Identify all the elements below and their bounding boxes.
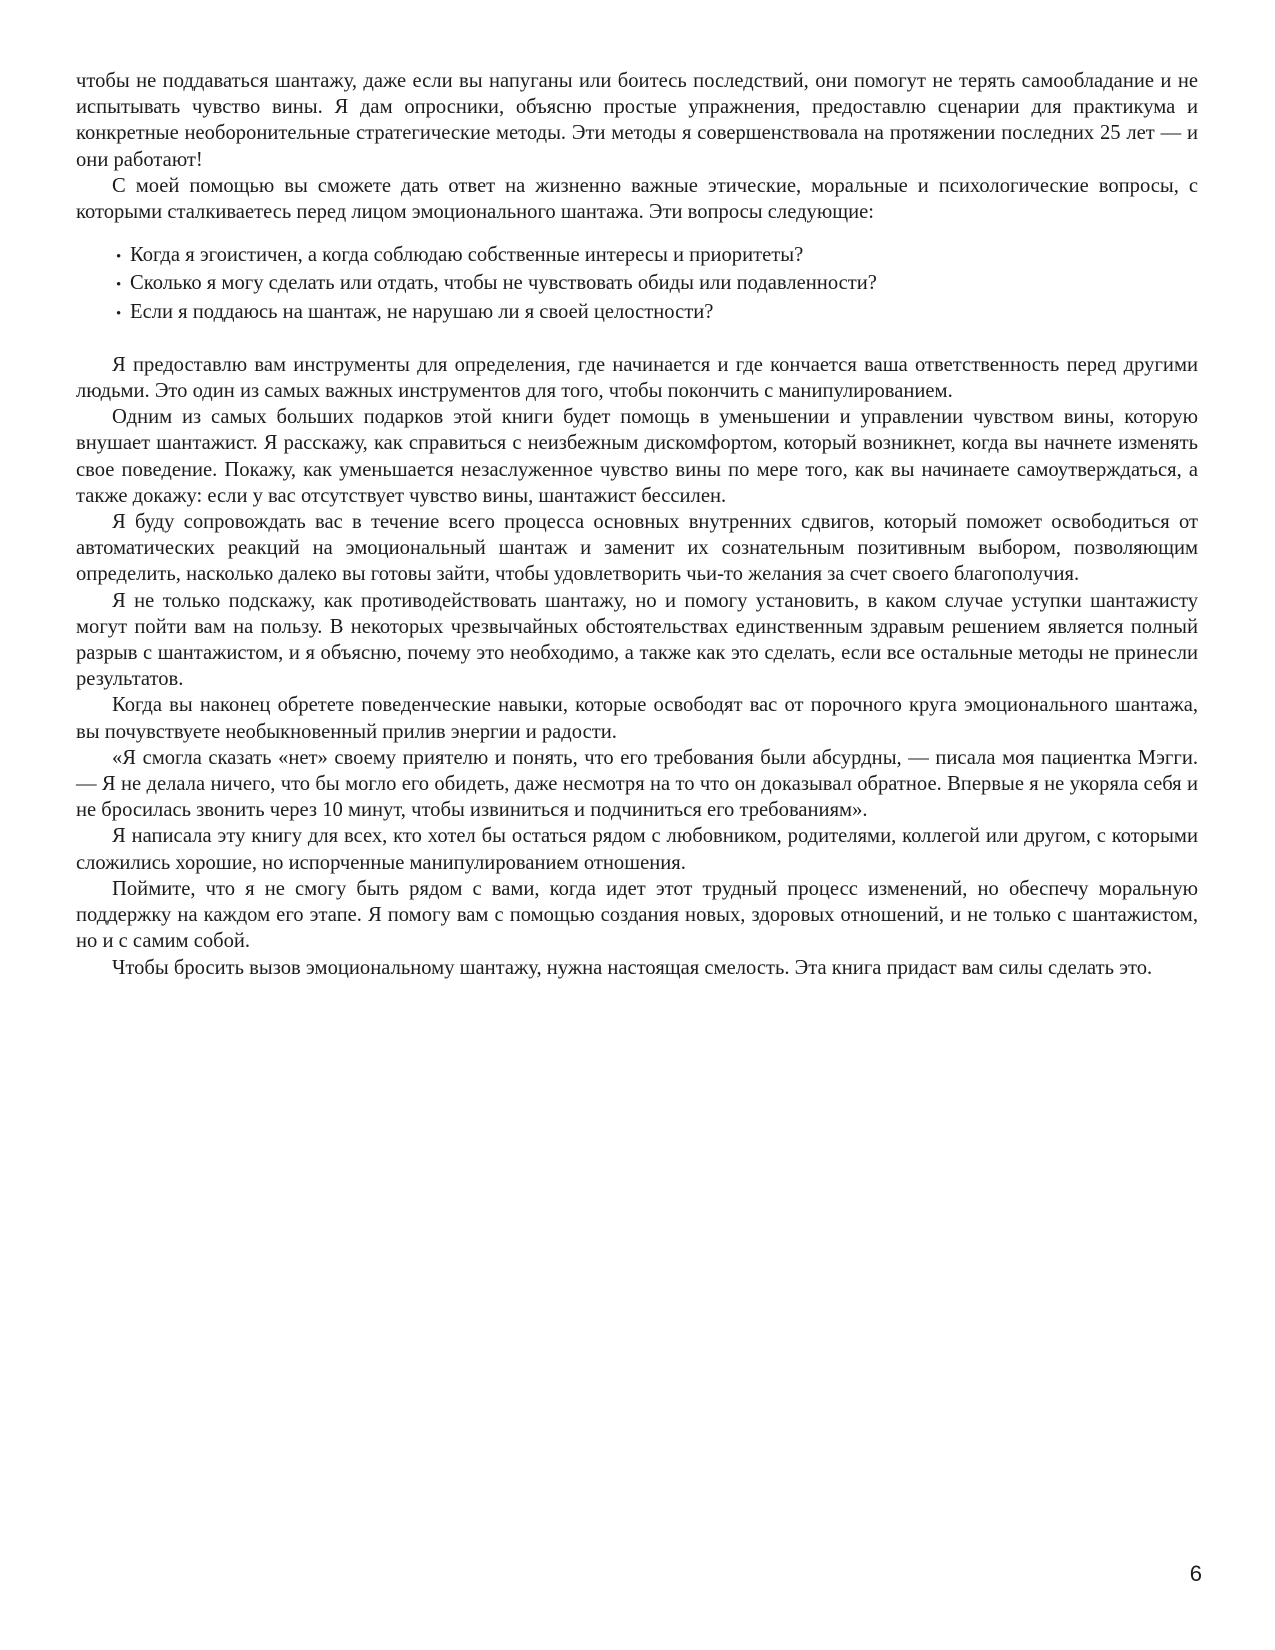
list-item [116, 270, 1198, 298]
bullet-list [76, 242, 1198, 327]
list-item-text: Если я поддаюсь на шантаж, не нарушаю ли я своей целостности? [130, 300, 714, 323]
paragraph: Я написала эту книгу для всех, кто хотел бы остаться рядом с любовником, родителями, коллегой или другом, с которыми сложились хорошие, но испорченные манипулированием отношения. [76, 825, 1198, 874]
paragraph: чтобы не поддаваться шантажу, даже если вы напуганы или боитесь последствий, они помогут не терять самообладание и не испытывать чувство вины. Я дам опросники, объясню простые упражнения, предоставлю сценарии для практикума и конкретные необоронительные стратегические методы. Эти методы я совершенствовала на протяжении последних 25 лет — и они работают! [76, 70, 1198, 171]
bullet-icon: • [116, 277, 122, 294]
paragraph: Я буду сопровождать вас в течение всего процесса основных внутренних сдвигов, который поможет освободиться от автоматических реакций на эмоциональный шантаж и заменит их сознательным позитивным выбором, позволяющим определить, насколько далеко вы готовы зайти, чтобы удовлетворить чьи-то желания за счет своего благополучия. [76, 511, 1198, 586]
paragraph: «Я смогла сказать «нет» своему приятелю и понять, что его требования были абсурдны, — писала моя пациентка Мэгги. — Я не делала ничего, что бы могло его обидеть, даже несмотря на то что он доказывал обратное. Впервые я не укоряла себя и не бросилась звонить через 10 минут, чтобы извиниться и подчиниться его требованиям». [76, 746, 1198, 822]
paragraph: Я не только подскажу, как противодействовать шантажу, но и помогу установить, в каком случае уступки шантажисту могут пойти вам на пользу. В некоторых чрезвычайных обстоятельствах единственным здравым решением является полный разрыв с шантажистом, и я объясню, почему это необходимо, а также как это сделать, если все остальные методы не принесли результатов. [76, 589, 1198, 691]
list-item [116, 299, 1198, 327]
paragraph: С моей помощью вы сможете дать ответ на жизненно важные этические, моральные и психологические вопросы, с которыми сталкиваетесь перед лицом эмоционального шантажа. Эти вопросы следующие: [76, 174, 1198, 224]
paragraph: Я предоставлю вам инструменты для определения, где начинается и где кончается ваша ответственность перед другими людьми. Это один из самых важных инструментов для того, чтобы покончить с манипулированием. [76, 353, 1198, 403]
list-item-text: Сколько я могу сделать или отдать, чтобы не чувствовать обиды или подавленности? [130, 272, 877, 295]
bullet-icon: • [116, 249, 122, 266]
bullet-icon: • [116, 305, 122, 322]
paragraph: Поймите, что я не смогу быть рядом с вами, когда идет этот трудный процесс изменений, но обеспечу моральную поддержку на каждом его этапе. Я помогу вам с помощью создания новых, здоровых отношений, и не только с шантажистом, но и с самим собой. [76, 877, 1198, 953]
paragraph: Одним из самых больших подарков этой книги будет помощь в уменьшении и управлении чувством вины, которую внушает шантажист. Я расскажу, как справиться с неизбежным дискомфортом, который возникнет, когда вы начнете изменять свое поведение. Покажу, как уменьшается незаслуженное чувство вины по мере того, как вы начинаете самоутверждаться, а также докажу: если у вас отсутствует чувство вины, шантажист бессилен. [76, 406, 1198, 507]
list-item-text: Когда я эгоистичен, а когда соблюдаю собственные интересы и приоритеты? [130, 244, 804, 267]
list-item [116, 242, 1198, 270]
paragraph: Когда вы наконец обретете поведенческие навыки, которые освободят вас от порочного круга эмоционального шантажа, вы почувствуете необыкновенный прилив энергии и радости. [76, 694, 1198, 743]
paragraph: Чтобы бросить вызов эмоциональному шантажу, нужна настоящая смелость. Эта книга придаст вам силы сделать это. [112, 956, 1153, 979]
page-body [76, 68, 1198, 981]
page-number: 6 [1189, 1561, 1202, 1586]
